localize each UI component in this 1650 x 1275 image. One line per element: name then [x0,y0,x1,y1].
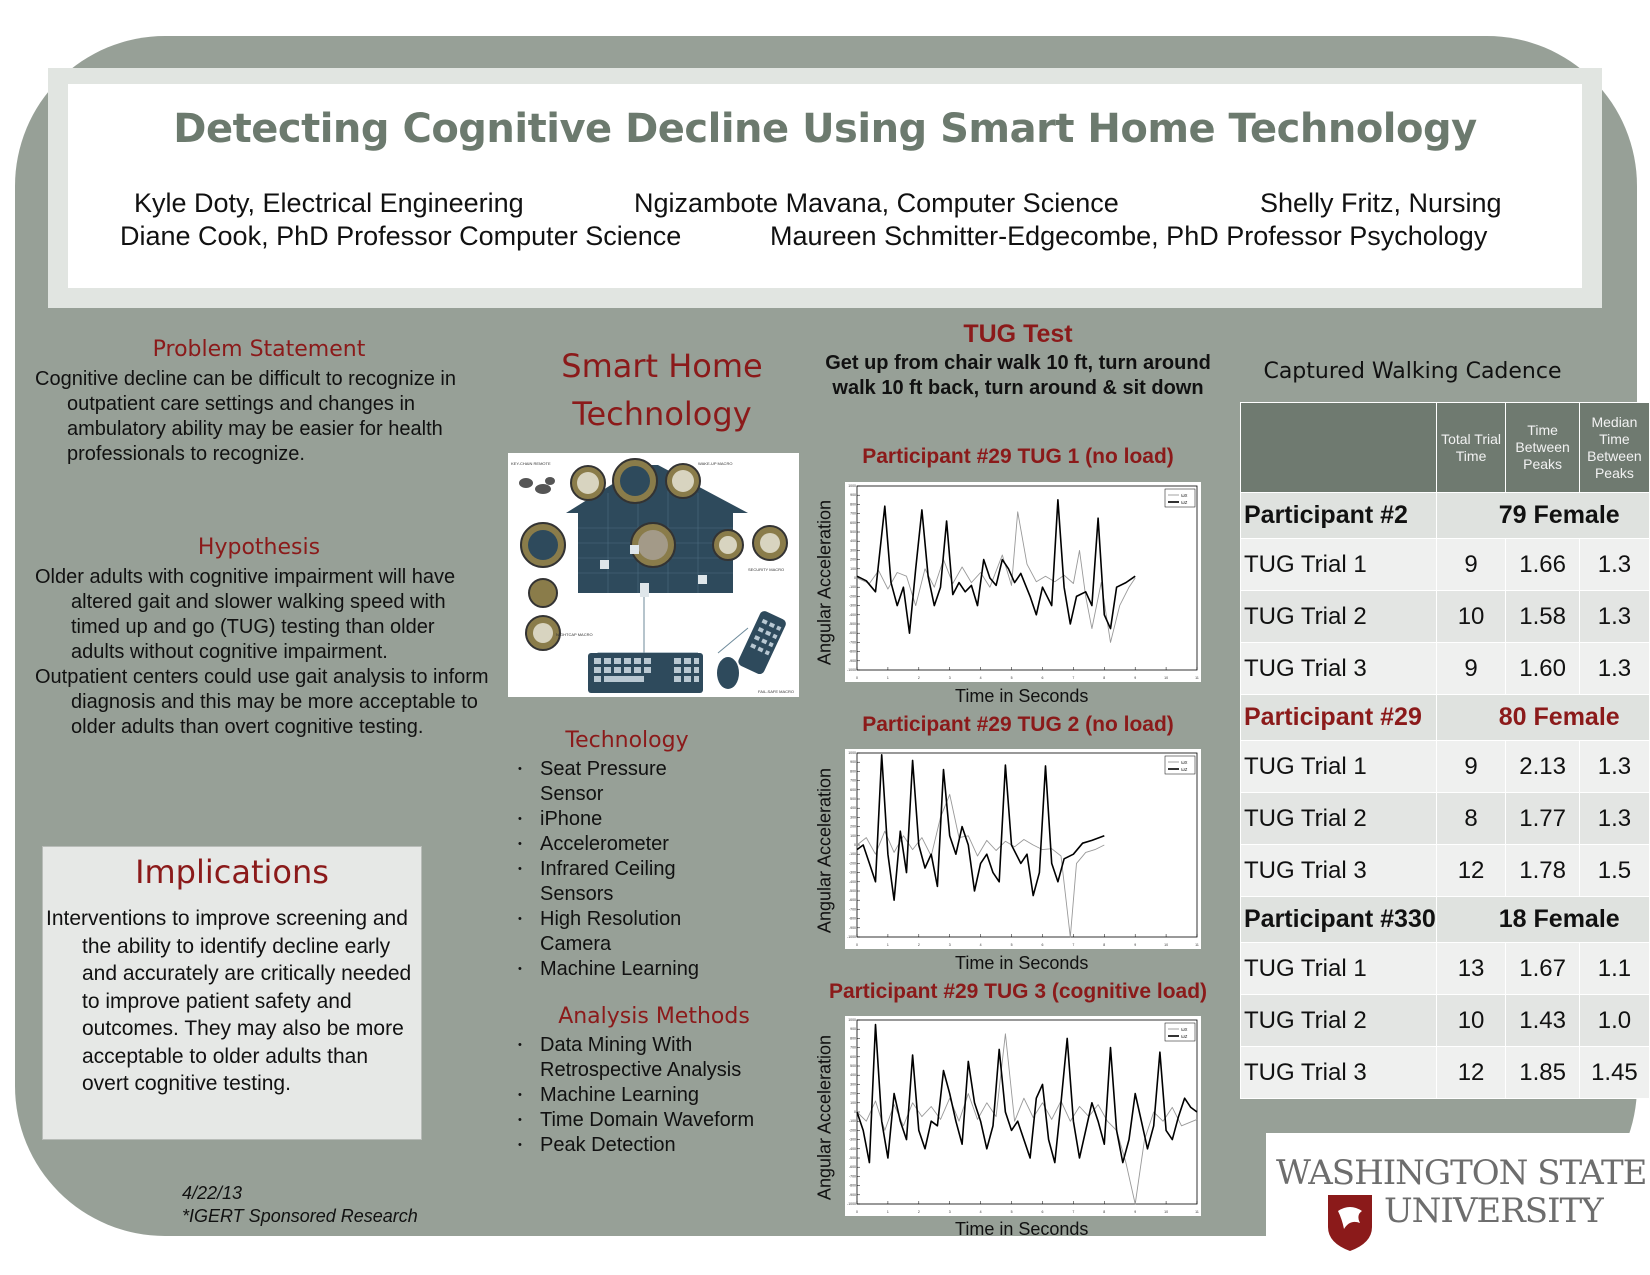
y-tick-label: -800 [848,916,856,921]
tug-heading: TUG Test [963,320,1073,348]
y-tick-label: 200 [850,557,856,562]
chart-2-panel [845,749,1201,949]
y-tick-label: 900 [850,1027,856,1032]
y-tick-label: 1000 [848,751,856,755]
y-tick-label: -600 [848,898,856,903]
trial-value: 1.85 [1506,1047,1579,1099]
y-tick-label: -300 [848,1137,856,1142]
participant-row [1241,493,1650,539]
trial-value: 1.66 [1506,539,1579,591]
x-tick-label: 11 [1195,1210,1199,1214]
y-tick-label: 700 [850,778,856,783]
x-tick-label: 9 [1134,943,1137,947]
x-tick-label: 9 [1134,676,1137,680]
logo-line-1: WASHINGTON STATE [1276,1153,1647,1193]
y-tick-label: 100 [850,566,856,571]
technology-item: • Infrared Ceiling Sensors [508,857,690,907]
x-tick-label: 5 [1010,943,1013,947]
x-tick-label: 2 [917,1210,920,1214]
analysis-item: • Peak Detection [508,1133,770,1158]
implications-box [42,846,422,1140]
x-tick-label: 10 [1164,943,1169,947]
author-3: Shelly Fritz, Nursing [1260,188,1502,218]
trial-value: 1.5 [1579,845,1649,897]
col-time-between-peaks: Time Between Peaks [1506,403,1579,493]
participant-info: 18 Female [1436,897,1649,943]
chart-1-panel [845,482,1201,682]
trial-value: 1.67 [1506,943,1579,995]
chart-3-ylabel: Angular Acceleration [814,1034,835,1201]
x-tick-label: 0 [856,943,858,947]
wsu-logo [1266,1133,1650,1275]
trial-value: 13 [1436,943,1506,995]
x-tick-label: 11 [1195,943,1199,947]
trial-value: 1.43 [1506,995,1579,1047]
y-tick-label: -200 [848,1128,856,1133]
author-4: Diane Cook, PhD Professor Computer Science [120,221,682,251]
y-tick-label: -600 [848,1165,856,1170]
x-tick-label: 0 [856,676,858,680]
y-tick-label: 700 [850,1045,856,1050]
trial-value: 2.13 [1506,741,1579,793]
trial-row [1241,845,1650,897]
author-2: Ngizambote Mavana, Computer Science [634,188,1119,218]
legend-box [1165,756,1195,774]
x-tick-label: 7 [1072,943,1075,947]
col-median-time-between-peaks: Median Time Between Peaks [1579,403,1649,493]
chart-background [845,482,1201,682]
chart-2-xlabel: Time in Seconds [955,953,1089,973]
legend-label: ωz [1181,500,1188,506]
trial-label: TUG Trial 3 [1241,845,1437,897]
y-tick-label: 700 [850,511,856,516]
technology-item: • Accelerometer [508,832,708,857]
header-panel [68,84,1582,288]
cadence-body [1241,493,1650,1099]
mouse-icon [717,657,739,689]
x-tick-label: 1 [886,1210,889,1214]
x-tick-label: 7 [1072,676,1075,680]
y-tick-label: 300 [850,1082,856,1087]
legend-label: ωz [1181,767,1188,773]
analysis-item: • Data Mining With Retrospective Analysis [508,1033,770,1083]
logo-line-2: UNIVERSITY [1384,1191,1603,1231]
trial-value: 8 [1436,793,1506,845]
trial-row [1241,741,1650,793]
participant-label: Participant #29 [1241,695,1437,741]
smart-home-illustration [508,453,799,697]
trial-row [1241,539,1650,591]
x-tick-label: 4 [979,943,982,947]
x-tick-label: 2 [917,943,920,947]
trial-row [1241,643,1650,695]
x-tick-label: 6 [1041,1210,1044,1214]
y-tick-label: 500 [850,530,856,534]
chart-2-plot [845,749,1201,949]
author-1: Kyle Doty, Electrical Engineering [134,188,524,218]
trial-row [1241,943,1650,995]
chart-3-xlabel: Time in Seconds [955,1219,1089,1239]
x-tick-label: 9 [1134,1210,1137,1214]
cougar-shield-icon [1326,1193,1374,1253]
y-tick-label: 400 [850,806,856,811]
legend-box [1165,1023,1195,1041]
problem-paragraph: Cognitive decline can be difficult to recognize in outpatient care settings and changes in ambulatory ability may be easier for health professionals to recognize. [35,368,456,465]
trial-value: 1.60 [1506,643,1579,695]
y-tick-label: 900 [850,760,856,765]
y-tick-label: -900 [848,1192,856,1197]
tug-line-1: Get up from chair walk 10 ft, turn around [825,352,1211,374]
x-tick-label: 2 [917,676,920,680]
y-tick-label: -500 [848,1156,856,1160]
trial-value: 9 [1436,643,1506,695]
y-tick-label: 0 [854,1110,856,1114]
trial-value: 1.3 [1579,539,1649,591]
trial-value: 1.77 [1506,793,1579,845]
trial-value: 1.78 [1506,845,1579,897]
y-tick-label: 500 [850,1064,856,1068]
trial-label: TUG Trial 3 [1241,643,1437,695]
y-tick-label: 800 [850,1036,856,1041]
trial-value: 12 [1436,1047,1506,1099]
trial-row [1241,591,1650,643]
y-tick-label: 1000 [848,484,856,488]
x-tick-label: 5 [1010,676,1013,680]
technology-item: • Seat Pressure Sensor [508,757,708,807]
technology-list [508,757,708,982]
x-tick-label: 3 [948,943,951,947]
y-tick-label: 400 [850,539,856,544]
trial-value: 9 [1436,741,1506,793]
x-tick-label: 0 [856,1210,858,1214]
x-tick-label: 1 [886,676,889,680]
x-tick-label: 8 [1103,676,1106,680]
trial-value: 10 [1436,995,1506,1047]
footer-note: *IGERT Sponsored Research [182,1206,418,1226]
x-tick-label: 5 [1010,1210,1013,1214]
chart-1-xlabel: Time in Seconds [955,686,1089,706]
y-tick-label: 0 [854,843,856,847]
problem-text [35,367,490,467]
smart-home-heading: Smart Home Technology [561,347,763,433]
trial-value: 1.3 [1579,591,1649,643]
legend-box [1165,489,1195,507]
y-tick-label: -1000 [847,668,856,672]
trial-value: 1.1 [1579,943,1649,995]
trial-label: TUG Trial 2 [1241,995,1437,1047]
chart-1-plot [845,482,1201,682]
y-tick-label: -900 [848,658,856,663]
y-tick-label: 300 [850,548,856,553]
trial-label: TUG Trial 3 [1241,1047,1437,1099]
x-tick-label: 6 [1041,943,1044,947]
hypothesis-paragraph-2: Outpatient centers could use gait analysis to inform diagnosis and this may be more acceptable to older adults than overt cognitive testing. [35,666,489,738]
y-tick-label: 600 [850,787,856,792]
label-nightcap-macro: NIGHTCAP MACRO [556,632,593,637]
x-tick-label: 8 [1103,1210,1106,1214]
chart-1-ylabel: Angular Acceleration [814,499,835,666]
chart-1-title: Participant #29 TUG 1 (no load) [862,445,1174,468]
chart-3-plot [845,1016,1201,1216]
hypothesis-heading: Hypothesis [197,535,321,560]
label-wake-up-macro: WAKE-UP MACRO [698,461,733,466]
y-tick-label: -100 [848,585,856,590]
implications-text [46,905,418,1098]
technology-heading: Technology [565,728,689,753]
label-fail-safe-macro: FAIL-SAFE MACRO [758,689,795,694]
footer-date: 4/22/13 [182,1183,243,1203]
analysis-list [508,1033,770,1158]
technology-item: • iPhone [508,807,708,832]
trial-value: 1.58 [1506,591,1579,643]
trial-value: 1.3 [1579,741,1649,793]
trial-value: 12 [1436,845,1506,897]
y-tick-label: -400 [848,879,856,884]
y-tick-label: -300 [848,603,856,608]
analysis-heading: Analysis Methods [558,1004,750,1029]
author-5: Maureen Schmitter-Edgecombe, PhD Professor Psychology [770,221,1488,251]
x-tick-label: 8 [1103,943,1106,947]
implications-heading: Implications [135,853,329,891]
y-tick-label: 900 [850,493,856,498]
y-tick-label: 100 [850,833,856,838]
trial-label: TUG Trial 2 [1241,591,1437,643]
hypothesis-text [35,565,490,740]
y-tick-label: -1000 [847,935,856,939]
trial-value: 1.3 [1579,643,1649,695]
y-tick-label: -100 [848,1119,856,1124]
y-tick-label: 1000 [848,1018,856,1022]
participant-info: 80 Female [1436,695,1649,741]
label-security-macro: SECURITY MACRO [748,567,785,572]
y-tick-label: 200 [850,1091,856,1096]
y-tick-label: -800 [848,1183,856,1188]
y-tick-label: -200 [848,861,856,866]
y-tick-label: -600 [848,631,856,636]
y-tick-label: -100 [848,852,856,857]
col-total-trial-time: Total Trial Time [1436,403,1506,493]
x-tick-label: 10 [1164,1210,1169,1214]
x-tick-label: 11 [1195,676,1199,680]
x-tick-label: 4 [979,676,982,680]
y-tick-label: -500 [848,622,856,626]
cadence-header-row [1241,403,1650,493]
y-tick-label: 800 [850,769,856,774]
x-tick-label: 3 [948,676,951,680]
y-tick-label: -700 [848,1174,856,1179]
chart-3-panel [845,1016,1201,1216]
y-tick-label: -900 [848,925,856,930]
trial-value: 1.3 [1579,793,1649,845]
trial-row [1241,1047,1650,1099]
legend-label: ωz [1181,1034,1188,1040]
analysis-item: • Time Domain Waveform [508,1108,770,1133]
tug-description [798,351,1238,401]
trial-value: 1.45 [1579,1047,1649,1099]
y-tick-label: 800 [850,502,856,507]
problem-heading: Problem Statement [152,337,366,362]
legend-label: ωx [1181,760,1188,766]
chart-2-ylabel: Angular Acceleration [814,767,835,934]
participant-label: Participant #330 [1241,897,1437,943]
participant-row [1241,695,1650,741]
y-tick-label: -1000 [847,1202,856,1206]
trial-label: TUG Trial 1 [1241,741,1437,793]
x-tick-label: 10 [1164,676,1169,680]
legend-label: ωx [1181,493,1188,499]
cadence-heading: Captured Walking Cadence [1263,359,1562,384]
trial-value: 10 [1436,591,1506,643]
trial-row [1241,995,1650,1047]
x-tick-label: 6 [1041,676,1044,680]
participant-row [1241,897,1650,943]
y-tick-label: -400 [848,612,856,617]
trial-label: TUG Trial 2 [1241,793,1437,845]
x-tick-label: 7 [1072,1210,1075,1214]
poster-title: Detecting Cognitive Decline Using Smart Home Technology [173,106,1477,152]
y-tick-label: -800 [848,649,856,654]
legend-label: ωx [1181,1027,1188,1033]
keyboard-icon [588,653,703,693]
hypothesis-paragraph-1: Older adults with cognitive impairment will have altered gait and slower walking speed with timed up and go (TUG) testing than older adults without cognitive impairment. [35,566,456,663]
chart-3-title: Participant #29 TUG 3 (cognitive load) [828,980,1208,1003]
y-tick-label: 600 [850,1054,856,1059]
label-key-chain-remote: KEY-CHAIN REMOTE [511,461,551,466]
y-tick-label: -200 [848,594,856,599]
trial-label: TUG Trial 1 [1241,943,1437,995]
y-tick-label: 400 [850,1073,856,1078]
y-tick-label: -700 [848,640,856,645]
y-tick-label: -300 [848,870,856,875]
participant-info: 79 Female [1436,493,1649,539]
analysis-item: • Machine Learning [508,1083,770,1108]
trial-row [1241,793,1650,845]
y-tick-label: 500 [850,797,856,801]
y-tick-label: -400 [848,1146,856,1151]
participant-label: Participant #2 [1241,493,1437,539]
y-tick-label: 0 [854,576,856,580]
technology-item: • High Resolution Camera [508,907,708,957]
y-tick-label: 300 [850,815,856,820]
header-spacer [1241,403,1437,493]
trial-value: 9 [1436,539,1506,591]
trial-label: TUG Trial 1 [1241,539,1437,591]
trial-value: 1.0 [1579,995,1649,1047]
cadence-table [1240,402,1650,1099]
tug-line-2: walk 10 ft back, turn around & sit down [832,377,1204,399]
y-tick-label: -500 [848,889,856,893]
x-tick-label: 3 [948,1210,951,1214]
y-tick-label: 200 [850,824,856,829]
y-tick-label: 600 [850,520,856,525]
x-tick-label: 4 [979,1210,982,1214]
chart-2-title: Participant #29 TUG 2 (no load) [862,713,1174,736]
y-tick-label: -700 [848,907,856,912]
smart-home-diagram [508,453,799,697]
y-tick-label: 100 [850,1100,856,1105]
technology-item: • Machine Learning [508,957,708,982]
implications-paragraph: Interventions to improve screening and the ability to identify decline early and accurately are critically needed to improve patient safety and outcomes. They may also be more acceptable to older adults than overt cognitive testing. [46,907,412,1095]
x-tick-label: 1 [886,943,889,947]
